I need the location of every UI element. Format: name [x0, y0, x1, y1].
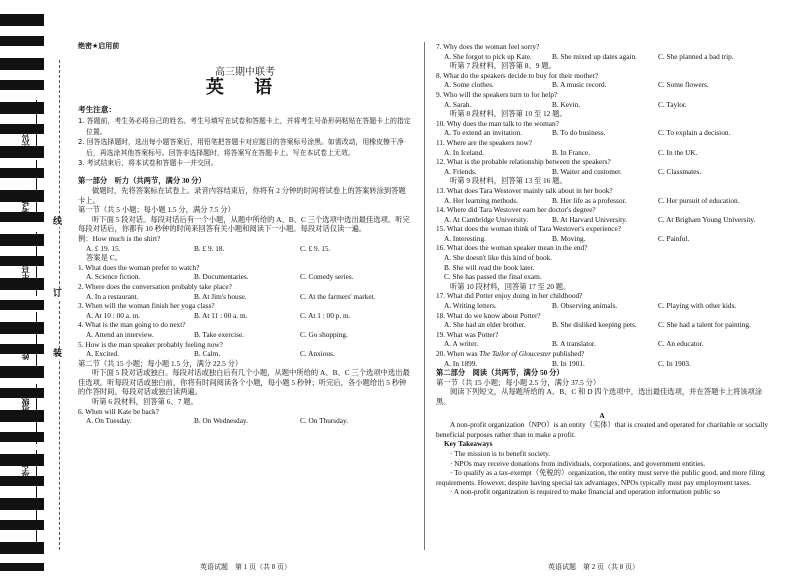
question-text: 16. What does the woman speaker mean in the end? — [436, 243, 588, 253]
option: B. A translator. — [552, 339, 596, 349]
question-options — [436, 148, 768, 158]
option: C. In 1903. — [658, 358, 691, 368]
passage-label: A — [599, 410, 605, 420]
option: B. Documentaries. — [194, 272, 249, 282]
question-options — [78, 330, 412, 340]
class-label: 班级 — [21, 398, 30, 414]
name-field-line — [36, 312, 37, 374]
option: C. £ 9. 15. — [300, 243, 331, 253]
option: A. At Cambridge University. — [444, 214, 529, 224]
option: A. Some clothes. — [444, 80, 494, 90]
option: B. At 11 : 00 a. m. — [194, 310, 248, 320]
exam-title: 高三期中联考 — [215, 66, 275, 78]
questions-1-5 — [78, 263, 412, 359]
question-text: 1. What does the woman prefer to watch? — [78, 262, 200, 272]
option: A. £ 19. 15. — [86, 243, 121, 253]
listening-part-title: 第一部分 听力（共两节，满分 30 分） — [78, 176, 206, 186]
question-text: 19. What was Potter? — [436, 329, 499, 339]
option: C. Some flowers. — [658, 80, 709, 90]
question-text: 12. What is the probable relationship between the speakers? — [436, 157, 611, 167]
exam-room-label: 考场号 — [21, 190, 30, 214]
option: C. Comedy series. — [300, 272, 354, 282]
reading-sec1-title: 第一节（共 15 小题；每小题 2.5 分，满分 37.5 分） — [436, 377, 601, 387]
option: A. In 1899. — [444, 358, 478, 368]
question-options — [78, 349, 412, 359]
option: A. A writer. — [444, 339, 479, 349]
takeaway-bullet: · To qualify as a tax-exempt（免税的）organization, the entity must serve the public good, and more filing requirements. However, despite having special tax advantages, NPOs typically must pay employment taxes. — [436, 468, 765, 487]
question-options — [78, 292, 412, 302]
option: A. She forgot to pick up Kate. — [444, 51, 532, 61]
notes-heading: 考生注意： — [78, 104, 116, 114]
material-note: 听第 7 段材料，回答第 8、9 题。 — [450, 61, 556, 71]
question-text-part: published? — [550, 349, 585, 358]
note-item: 3. 考试结束后，将本试卷和答题卡一并交回。 — [78, 159, 218, 167]
question-options — [436, 80, 768, 90]
question-options — [436, 128, 768, 138]
question-text: 9. Who will the speakers turn to for help? — [436, 89, 558, 99]
key-takeaways-title: Key Takeaways — [444, 439, 493, 449]
option: C. Her pursuit of education. — [658, 195, 740, 205]
option: C. Taylor. — [658, 99, 687, 109]
question-options — [436, 52, 768, 62]
material-note: 听第 8 段材料，回答第 10 至 12 题。 — [450, 109, 567, 119]
takeaway-bullet: · NPOs may receive donations from individuals, corporations, and government entities. — [450, 458, 706, 468]
question-options — [436, 167, 768, 177]
listening-sec2-title: 第二节（共 15 小题；每小题 1.5 分，满分 22.5 分） — [78, 358, 243, 368]
option: A. Writing letters. — [444, 301, 497, 311]
question-text: 10. Why does the man talk to the woman? — [436, 118, 559, 128]
left-column — [78, 42, 412, 426]
question-options — [436, 301, 768, 311]
question-options — [436, 215, 768, 225]
book-title: The Tailor of Gloucester — [479, 349, 551, 358]
column-divider — [424, 42, 425, 550]
question-text: 7. Why does the woman feel sorry? — [436, 42, 540, 51]
option: C. At the farmers' market. — [300, 291, 376, 301]
option: A. Interesting. — [444, 233, 486, 243]
option: B. In 1901. — [552, 358, 585, 368]
option: B. She mixed up dates again. — [552, 51, 637, 61]
page-footer-left: 英语试题 第 1 页（共 8 页） — [200, 563, 291, 571]
option: B. On Wednesday. — [194, 416, 248, 426]
takeaway-bullet: · The mission is to benefit society. — [450, 448, 551, 458]
seal-char-line: 线 — [53, 217, 63, 227]
option: B. Observing animals. — [552, 301, 618, 311]
option: A. She had an elder brother. — [444, 320, 526, 330]
listening-sec1-intro: 听下面 5 段对话。每段对话后有一个小题，从题中所给的 A、B、C 三个选项中选出最佳选项。听完每段对话后，你都有 10 秒钟的时间来回答有关小题和阅读下一小题。每段对话仅读一遍。 — [78, 214, 410, 234]
option: C. In the UK. — [658, 147, 698, 157]
option: C. Classmates. — [658, 166, 702, 176]
option: B. Waiter and customer. — [552, 166, 623, 176]
option: C. She planned a bad trip. — [658, 51, 734, 61]
example-answer: 答案是 C。 — [86, 253, 122, 263]
option: C. On Thursday. — [300, 416, 349, 426]
question-text: 13. What does Tara Westover mainly talk about in her book? — [436, 185, 613, 195]
option: C. Go shopping. — [300, 329, 348, 339]
question-options — [436, 100, 768, 110]
option: B. Her life as a professor. — [552, 195, 627, 205]
question-options — [436, 320, 768, 330]
option: A. At 10 : 00 a. m. — [86, 310, 141, 320]
option: C. Playing with other kids. — [658, 301, 737, 311]
option: B. In France. — [552, 147, 591, 157]
seal-char-bind: 订 — [53, 289, 63, 299]
question-text: 2. Where does the conversation probably take place? — [78, 281, 232, 291]
seat-number-label: 座位号 — [21, 128, 30, 152]
name-label: 姓名 — [21, 344, 30, 360]
option: B. Take exercise. — [194, 329, 245, 339]
option: A. To extend an invitation. — [444, 128, 522, 138]
example-options — [78, 244, 412, 254]
question-text: 15. What does the woman think of Tara Westover's experience? — [436, 224, 622, 234]
option: B. To do business. — [552, 128, 606, 138]
room-field-line — [36, 160, 37, 220]
option: C. To explain a decision. — [658, 128, 731, 138]
option: A. In Iceland. — [444, 147, 485, 157]
secret-mark: 绝密★启用前 — [78, 42, 120, 50]
question-text: 11. Where are the speakers now? — [436, 137, 533, 147]
option: C. An educator. — [658, 339, 704, 349]
question-options — [436, 234, 768, 244]
question-text: 8. What do the speakers decide to buy for their mother? — [436, 70, 599, 80]
option: A. Friends. — [444, 166, 477, 176]
question-text: 3. When will the woman finish her yoga class? — [78, 301, 215, 311]
material-note: 听第 9 段材料，回答第 13 至 16 题。 — [450, 176, 567, 186]
option: B. Kevin. — [552, 99, 581, 109]
option: A. Science fiction. — [86, 272, 141, 282]
option: C. At Brigham Young University. — [658, 214, 756, 224]
option: B. £ 9. 18. — [194, 243, 225, 253]
option: A. Her learning methods. — [444, 195, 518, 205]
option: B. A music record. — [552, 80, 607, 90]
reading-sec1-intro: 阅读下列短文，从每题所给的 A、B、C 和 D 四个选项中，选出最佳选项，并在答题卡上将该项涂黑。 — [436, 387, 763, 406]
option: C. Painful. — [658, 233, 690, 243]
question-text: 14. Where did Tara Westover earn her doctor's degree? — [436, 205, 596, 215]
questions-7-20 — [436, 42, 768, 368]
note-item: 2. 回答选择题时，选出每小题答案后，用铅笔把答题卡对应题目的答案标号涂黑。如需改动，用橡皮擦干净后，再选涂其他答案标号。回答非选择题时，将答案写在答题卡上。写在本试卷上无效。 — [78, 138, 404, 157]
example-question: 例：How much is the shirt? — [78, 233, 161, 243]
question-text-part: 20. When was — [436, 349, 480, 358]
seat-field-line — [36, 100, 37, 148]
school-label: 学校 — [21, 460, 30, 476]
listening-sec2-intro: 听下面 5 段对话或独白。每段对话或独白后有几个小题，从题中所给的 A、B、C 三个选项中选出最佳选项。听每段对话或独白前，你将有时间阅读各个小题，每小题 5 秒钟；听完后，各小题给出 5 秒钟的作答时间。每段对话或独白读两遍。 — [78, 368, 410, 397]
question-options — [78, 311, 412, 321]
material-note: 听第 10 段材料，回答第 17 至 20 题。 — [450, 281, 571, 291]
question-text: 4. What is the man going to do next? — [78, 320, 186, 330]
option: C. At 1 : 00 p. m. — [300, 310, 351, 320]
seal-char-pack: 装 — [53, 349, 63, 359]
question-text — [436, 349, 768, 359]
option: B. At Harvard University. — [552, 214, 628, 224]
candidate-number-label: 考生号 — [21, 264, 30, 288]
option: B. Calm. — [194, 349, 221, 359]
id-field-line — [36, 232, 37, 296]
listening-intro: 做题时，先将答案标在试卷上。录音内容结束后，你将有 2 分钟的时间将试卷上的答案转涂到答题卡上。 — [78, 186, 406, 205]
question-options — [436, 359, 768, 369]
option: A. Sarah. — [444, 99, 472, 109]
passage-paragraph: A non-profit organization（NPO）is an entity（实体）that is created and operated for charitable or socially beneficial purposes rather than to make a profit. — [436, 420, 769, 439]
question-options — [436, 196, 768, 206]
binding-dashed-line — [59, 60, 60, 550]
page-footer-right: 英语试题 第 2 页（共 8 页） — [548, 563, 639, 571]
option: A. On Tuesday. — [86, 416, 132, 426]
binding-margin — [0, 0, 74, 579]
question-6: 6. When will Kate be back? — [78, 406, 159, 416]
option: C. She had a talent for painting. — [658, 320, 751, 330]
option: A. In a restaurant. — [86, 291, 139, 301]
question-options — [436, 339, 768, 349]
option: B. At Jim's house. — [194, 291, 247, 301]
question-text: 5. How is the man speaker probably feeling now? — [78, 339, 223, 349]
option: A. Excited. — [86, 349, 120, 359]
question-text: 17. What did Potter enjoy doing in her childhood? — [436, 291, 583, 301]
reading-part-title: 第二部分 阅读（共两节，满分 50 分） — [436, 368, 564, 378]
option: B. Moving. — [552, 233, 586, 243]
question-options — [78, 272, 412, 282]
option: C. She has passed the final exam. — [444, 272, 542, 282]
subject-title: 英 语 — [205, 77, 285, 99]
question-text: 18. What do we know about Potter? — [436, 310, 541, 320]
option: C. Anxious. — [300, 349, 335, 359]
option: A. She doesn't like this kind of book. — [444, 253, 553, 263]
option: B. She will read the book later. — [444, 262, 535, 272]
takeaway-bullet: · A non-profit organization is required to make financial and operation information public so — [450, 487, 720, 497]
listening-sec1-title: 第一节（共 5 小题；每小题 1.5 分，满分 7.5 分） — [78, 205, 235, 215]
notes-list — [78, 116, 412, 168]
option: B. She disliked keeping pets. — [552, 320, 637, 330]
note-item: 1. 答题前，考生务必将自己的姓名、考生号填写在试卷和答题卡上，并将考生号条形码粘贴在答题卡上的指定位置。 — [78, 117, 411, 136]
school-field-line — [36, 450, 37, 550]
question-6-options — [78, 416, 412, 426]
material-note: 听第 6 段材料，回答第 6、7 题。 — [92, 397, 198, 407]
right-column — [436, 42, 768, 497]
class-field-line — [36, 384, 37, 444]
option: A. Attend an interview. — [86, 329, 154, 339]
